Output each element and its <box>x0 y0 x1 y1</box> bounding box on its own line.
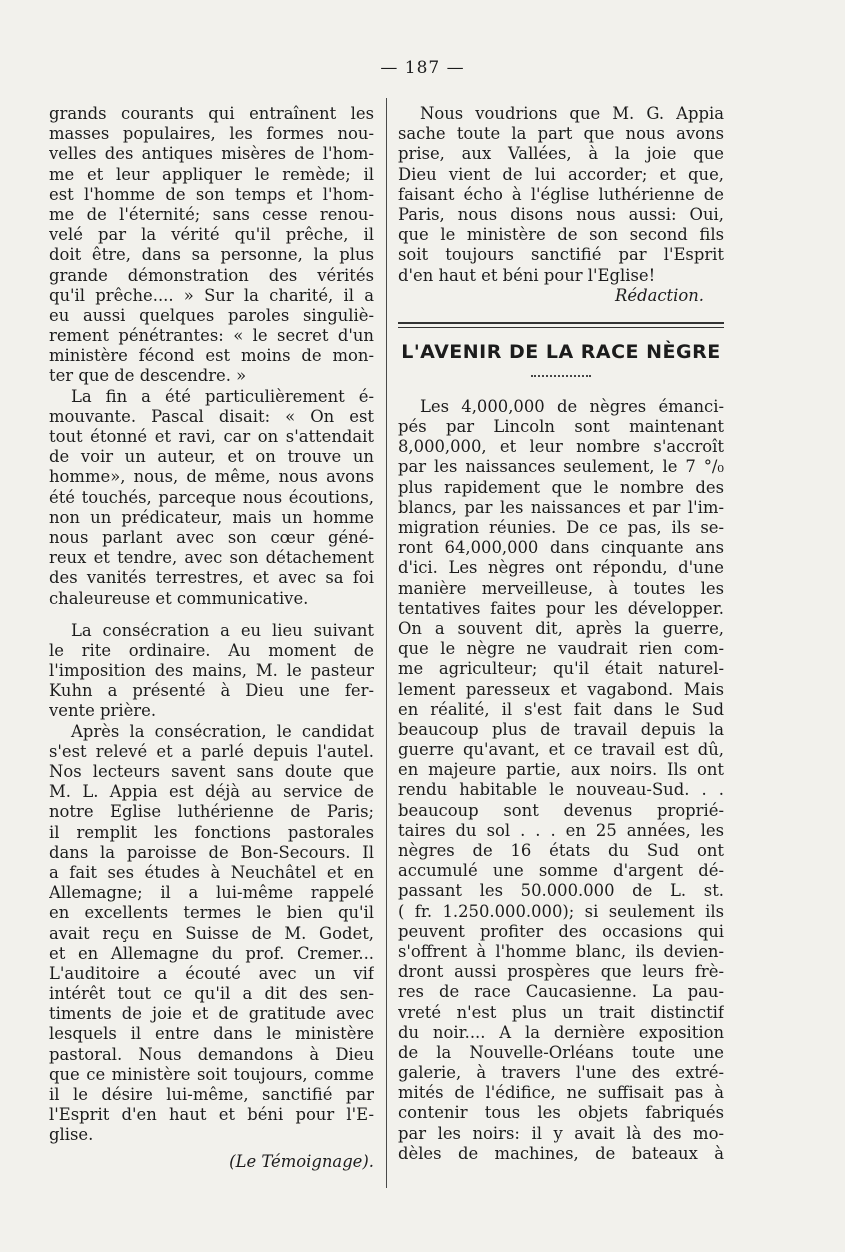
text-line: reux et tendre, avec son détachement <box>49 548 374 568</box>
text-line: doit être, dans sa personne, la plus <box>49 245 374 265</box>
text-line: ter que de descendre. » <box>49 366 247 386</box>
text-line: lesquels il entre dans le ministère <box>49 1024 374 1044</box>
text-line: timents de joie et de gratitude avec <box>49 1004 374 1024</box>
text-line: d'en haut et béni pour l'Eglise! <box>398 265 656 285</box>
text-line: grands courants qui entraînent les <box>49 104 374 123</box>
text-line: non un prédicateur, mais un homme <box>49 507 374 527</box>
text-line: Nous voudrions que M. G. Appia <box>420 104 724 123</box>
text-line: L'auditoire a écouté avec un vif <box>49 963 374 983</box>
text-line: rement pénétrantes: « le secret d'un <box>49 326 374 346</box>
text-line: s'est relevé et a parlé depuis l'autel. <box>49 741 374 761</box>
text-line: dront aussi prospères que leurs frè- <box>398 962 724 982</box>
text-line: d'ici. Les nègres ont répondu, d'une <box>398 558 724 578</box>
text-line: rendu habitable le nouveau-Sud. . . <box>398 780 724 800</box>
text-line: qu'il prêche.... » Sur la charité, il a <box>49 285 374 305</box>
text-line: velles des antiques misères de l'hom- <box>49 144 374 164</box>
text-line: Allemagne; il a lui-même rappelé <box>49 883 374 903</box>
text-line: guerre qu'avant, et ce travail est dû, <box>398 740 724 760</box>
column-divider <box>386 98 387 1188</box>
text-line: le rite ordinaire. Au moment de <box>49 640 374 660</box>
text-line: l'Esprit d'en haut et béni pour l'E- <box>49 1105 374 1125</box>
text-line: 8,000,000, et leur nombre s'accroît <box>398 437 724 457</box>
text-line: peuvent profiter des occasions qui <box>398 921 724 941</box>
text-line: de la Nouvelle-Orléans toute une <box>398 1042 724 1062</box>
page-number: — 187 — <box>380 58 465 78</box>
text-line: passant les 50.000.000 de L. st. <box>398 881 724 901</box>
text-line: plus rapidement que le nombre des <box>398 477 724 497</box>
text-line: Kuhn a présenté à Dieu une fer- <box>49 681 374 701</box>
text-line: par les naissances seulement, le 7 °/₀ <box>398 457 724 477</box>
text-line: s'offrent à l'homme blanc, ils devien- <box>398 941 724 961</box>
text-line: velé par la vérité qu'il prêche, il <box>49 225 374 245</box>
text-line: M. L. Appia est déjà au service de <box>49 782 374 802</box>
text-line: masses populaires, les formes nou- <box>49 124 374 144</box>
text-line: nous parlant avec son cœur géné- <box>49 527 374 547</box>
text-line: pastoral. Nous demandons à Dieu <box>49 1044 374 1064</box>
text-line: ront 64,000,000 dans cinquante ans <box>398 538 724 558</box>
text-line: prise, aux Vallées, à la joie que <box>398 144 724 164</box>
text-line: Paris, nous disons nous aussi: Oui, <box>398 204 724 224</box>
text-line: me et leur appliquer le remède; il <box>49 164 374 184</box>
text-line: intérêt tout ce qu'il a dit des sen- <box>49 984 374 1004</box>
text-line: vreté n'est plus un trait distinctif <box>398 1002 724 1022</box>
text-line: manière merveilleuse, à toutes les <box>398 578 724 598</box>
article-title: L'AVENIR DE LA RACE NÈGRE <box>401 340 721 363</box>
text-line: eu aussi quelques paroles singuliè- <box>49 305 374 325</box>
text-line: Nos lecteurs savent sans doute que <box>49 762 374 781</box>
text-line: soit toujours sanctifié par l'Esprit <box>398 245 724 265</box>
text-line: Dieu vient de lui accorder; et que, <box>398 164 724 184</box>
text-line: taires du sol . . . en 25 années, les <box>398 820 724 840</box>
right-column <box>398 104 724 1164</box>
text-line: lement paresseux et vagabond. Mais <box>398 679 724 699</box>
text-line: en réalité, il s'est fait dans le Sud <box>398 699 724 719</box>
text-line: La fin a été particulièrement é- <box>71 386 374 406</box>
text-line: est l'homme de son temps et l'hom- <box>49 184 374 204</box>
text-line: contenir tous les objets fabriqués <box>398 1103 724 1123</box>
text-line: ministère fécond est moins de mon- <box>49 346 374 366</box>
text-line: été touchés, parceque nous écoutions, <box>49 487 374 507</box>
text-line: me de l'éternité; sans cesse renou- <box>49 204 374 224</box>
text-line: a fait ses études à Neuchâtel et en <box>49 862 374 882</box>
text-line: que ce ministère soit toujours, comme <box>49 1064 374 1084</box>
text-line: grande démonstration des vérités <box>49 265 374 285</box>
text-line: homme», nous, de même, nous avons <box>49 467 374 487</box>
text-line: beaucoup plus de travail depuis la <box>398 719 724 739</box>
text-line: notre Eglise luthérienne de Paris; <box>49 802 374 822</box>
text-line: glise. <box>49 1125 94 1145</box>
text-line: La consécration a eu lieu suivant <box>71 620 374 640</box>
text-line: par les noirs: il y avait là des mo- <box>398 1123 724 1143</box>
text-line: du noir.... A la dernière exposition <box>398 1022 724 1042</box>
section-rule <box>398 322 724 328</box>
text-line: me agriculteur; qu'il était naturel- <box>398 659 724 679</box>
text-line: il remplit les fonctions pastorales <box>49 822 374 842</box>
text-line: nègres de 16 états du Sud ont <box>398 841 724 860</box>
text-line: en excellents termes le bien qu'il <box>49 903 374 923</box>
text-line: blancs, par les naissances et par l'im- <box>398 497 724 517</box>
text-line: tentatives faites pour les développer. <box>398 598 724 618</box>
text-line: mouvante. Pascal disait: « On est <box>49 406 374 426</box>
text-line: On a souvent dit, après la guerre, <box>398 618 724 638</box>
text-line: que le nègre ne vaudrait rien com- <box>398 639 724 659</box>
text-line: chaleureuse et communicative. <box>49 588 309 608</box>
left-column <box>49 104 374 1172</box>
text-line: Les 4,000,000 de nègres émanci- <box>420 396 724 416</box>
text-line: l'imposition des mains, M. le pasteur <box>49 661 374 681</box>
text-line: dèles de machines, de bateaux à <box>398 1143 724 1163</box>
title-flourish <box>531 372 591 377</box>
text-line: accumulé une somme d'argent dé- <box>398 861 724 881</box>
text-line: tout étonné et ravi, car on s'attendait <box>49 427 374 446</box>
text-line: avait reçu en Suisse de M. Godet, <box>49 923 374 943</box>
text-line: des vanités terrestres, et avec sa foi <box>49 568 374 588</box>
text-line: migration réunies. De ce pas, ils se- <box>398 518 724 537</box>
text-line: galerie, à travers l'une des extré- <box>398 1063 724 1083</box>
text-line: ( fr. 1.250.000.000); si seulement ils <box>398 901 724 921</box>
source-signature: (Le Témoignage). <box>229 1151 374 1171</box>
text-line: vente prière. <box>49 701 157 721</box>
text-line: faisant écho à l'église luthérienne de <box>398 184 724 204</box>
text-line: que le ministère de son second fils <box>398 225 724 245</box>
text-line: mités de l'édifice, ne suffisait pas à <box>398 1083 724 1103</box>
text-line: de voir un auteur, et on trouve un <box>49 447 374 467</box>
text-line: res de race Caucasienne. La pau- <box>398 982 724 1002</box>
text-line: et en Allemagne du prof. Cremer... <box>49 943 374 963</box>
redaction-signature: Rédaction. <box>615 285 704 305</box>
text-line: Après la consécration, le candidat <box>71 721 374 741</box>
text-line: pés par Lincoln sont maintenant <box>398 417 724 437</box>
text-line: dans la paroisse de Bon-Secours. Il <box>49 842 374 862</box>
text-line: sache toute la part que nous avons <box>398 124 724 144</box>
text-line: il le désire lui-même, sanctifié par <box>49 1085 374 1104</box>
text-line: en majeure partie, aux noirs. Ils ont <box>398 760 724 780</box>
text-line: beaucoup sont devenus proprié- <box>398 800 724 820</box>
